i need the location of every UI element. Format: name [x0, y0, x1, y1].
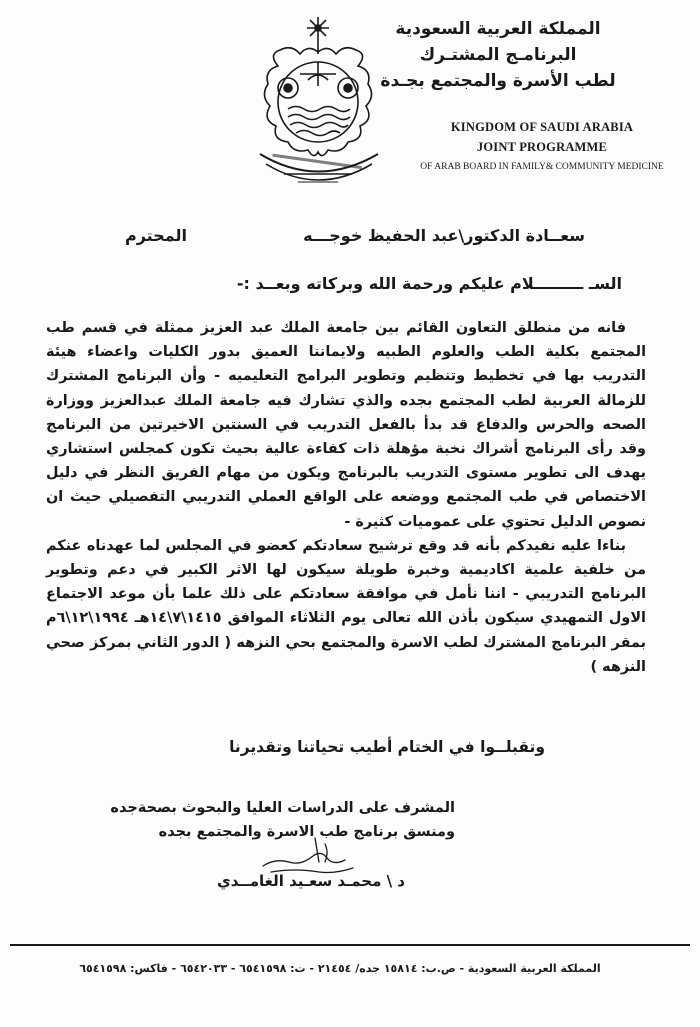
- english-letterhead: [392, 117, 692, 177]
- addressee-name: سعــادة الدكتور\عبد الحفيظ خوجـــه: [303, 226, 585, 245]
- footer-contact-line: المملكة العربية السعودية - ص.ب: ١٥٨١٤ جده/ ٢١٤٥٤ - ت: ٦٥٤١٥٩٨ - ٦٥٤٢٠٣٣ - فاكس: ٦٥٤١٥٩٨: [79, 962, 601, 975]
- addressee-honorific: المحترم: [125, 226, 187, 245]
- letterhead-english-line-1: KINGDOM OF SAUDI ARABIA: [450, 120, 634, 134]
- letterhead-arabic-line-3: لطب الأسرة والمجتمع بجـدة: [380, 71, 616, 91]
- letterhead-arabic-line-1: المملكة العربية السعودية: [395, 19, 601, 39]
- addressee-line: [125, 226, 585, 245]
- signer-title-line-1: المشرف على الدراسات العليا والبحوث بصحةجده: [110, 800, 455, 816]
- closing-line: وتقبلــوا في الختام أطيب تحياتنا وتقديرنا: [229, 738, 545, 756]
- letter-body: [46, 316, 646, 679]
- signer-name: د \ محمـد سعـيد الغامــدي: [217, 872, 405, 890]
- arabic-letterhead: [368, 16, 628, 94]
- footer-divider: [10, 944, 690, 946]
- signer-title-line-2: ومنسق برنامج طب الاسرة والمجتمع بجده: [158, 824, 455, 840]
- body-paragraph-2: بناءا عليه نفيدكم بأنه قد وقع ترشيح سعادتكم كعضو في المجلس لما عهدناه عنكم من خلفية علمية اكاديمية وخبرة طويلة سيكون لها الاثر الكبير في دعم وتطوير البرنامج التدريبي - اننا نأمل في موافقة سعادتكم على ذلك علما بأن موعد الاجتماع الاول التمهيدي سيكون بأذن الله تعالى يوم الثلاثاء الموافق ١٤١٥\٧\١٤هـ ١٩٩٤\١٢\٦م بمقر البرنامج المشترك لطب الاسرة والمجتمع بحي النزهه ( الدور الثاني بمركز صحي النزهه ): [46, 537, 646, 675]
- body-paragraph-1: فانه من منطلق التعاون القائم بين جامعة الملك عبد العزيز ممثلة في قسم طب المجتمع بكلية الطب والعلوم الطبيه ولايماننا العميق بدور الكليات واعضاء هيئة التدريب بها في تخطيط وتنظيم وتطوير البرامج التعليميه - وأن البرنامج المشترك للزمالة العربية لطب المجتمع بجده والذي تشارك فيه جامعة الملك عبدالعزيز ووزارة الصحه والحرس والدفاع قد بدأ بالفعل التدريب في السنتين الاخيرتين من البرنامج وقد رأى البرنامج أشراك نخبة مؤهلة ذات كفاءة عالية بحيث تكون كمجلس استشاري يهدف الى تطوير مستوى التدريب بالبرنامج ويكون من مهام الفريق النظر في دليل الاختصاص في طب المجتمع ووضعه على الواقع العملي التدريبي التفصيلي حيث ان نصوص الدليل تحتوي على عموميات كثيرة -: [46, 320, 646, 530]
- greeting: السـ ـــــــــلام عليكم ورحمة الله وبركاته وبعــد :-: [236, 274, 622, 293]
- letterhead-english-line-2: JOINT PROGRAMME: [476, 140, 608, 154]
- letterhead-english-line-3: OF ARAB BOARD IN FAMILY& COMMUNITY MEDICINE: [420, 162, 664, 172]
- letterhead-arabic-line-2: البرنامـج المشتـرك: [419, 45, 577, 65]
